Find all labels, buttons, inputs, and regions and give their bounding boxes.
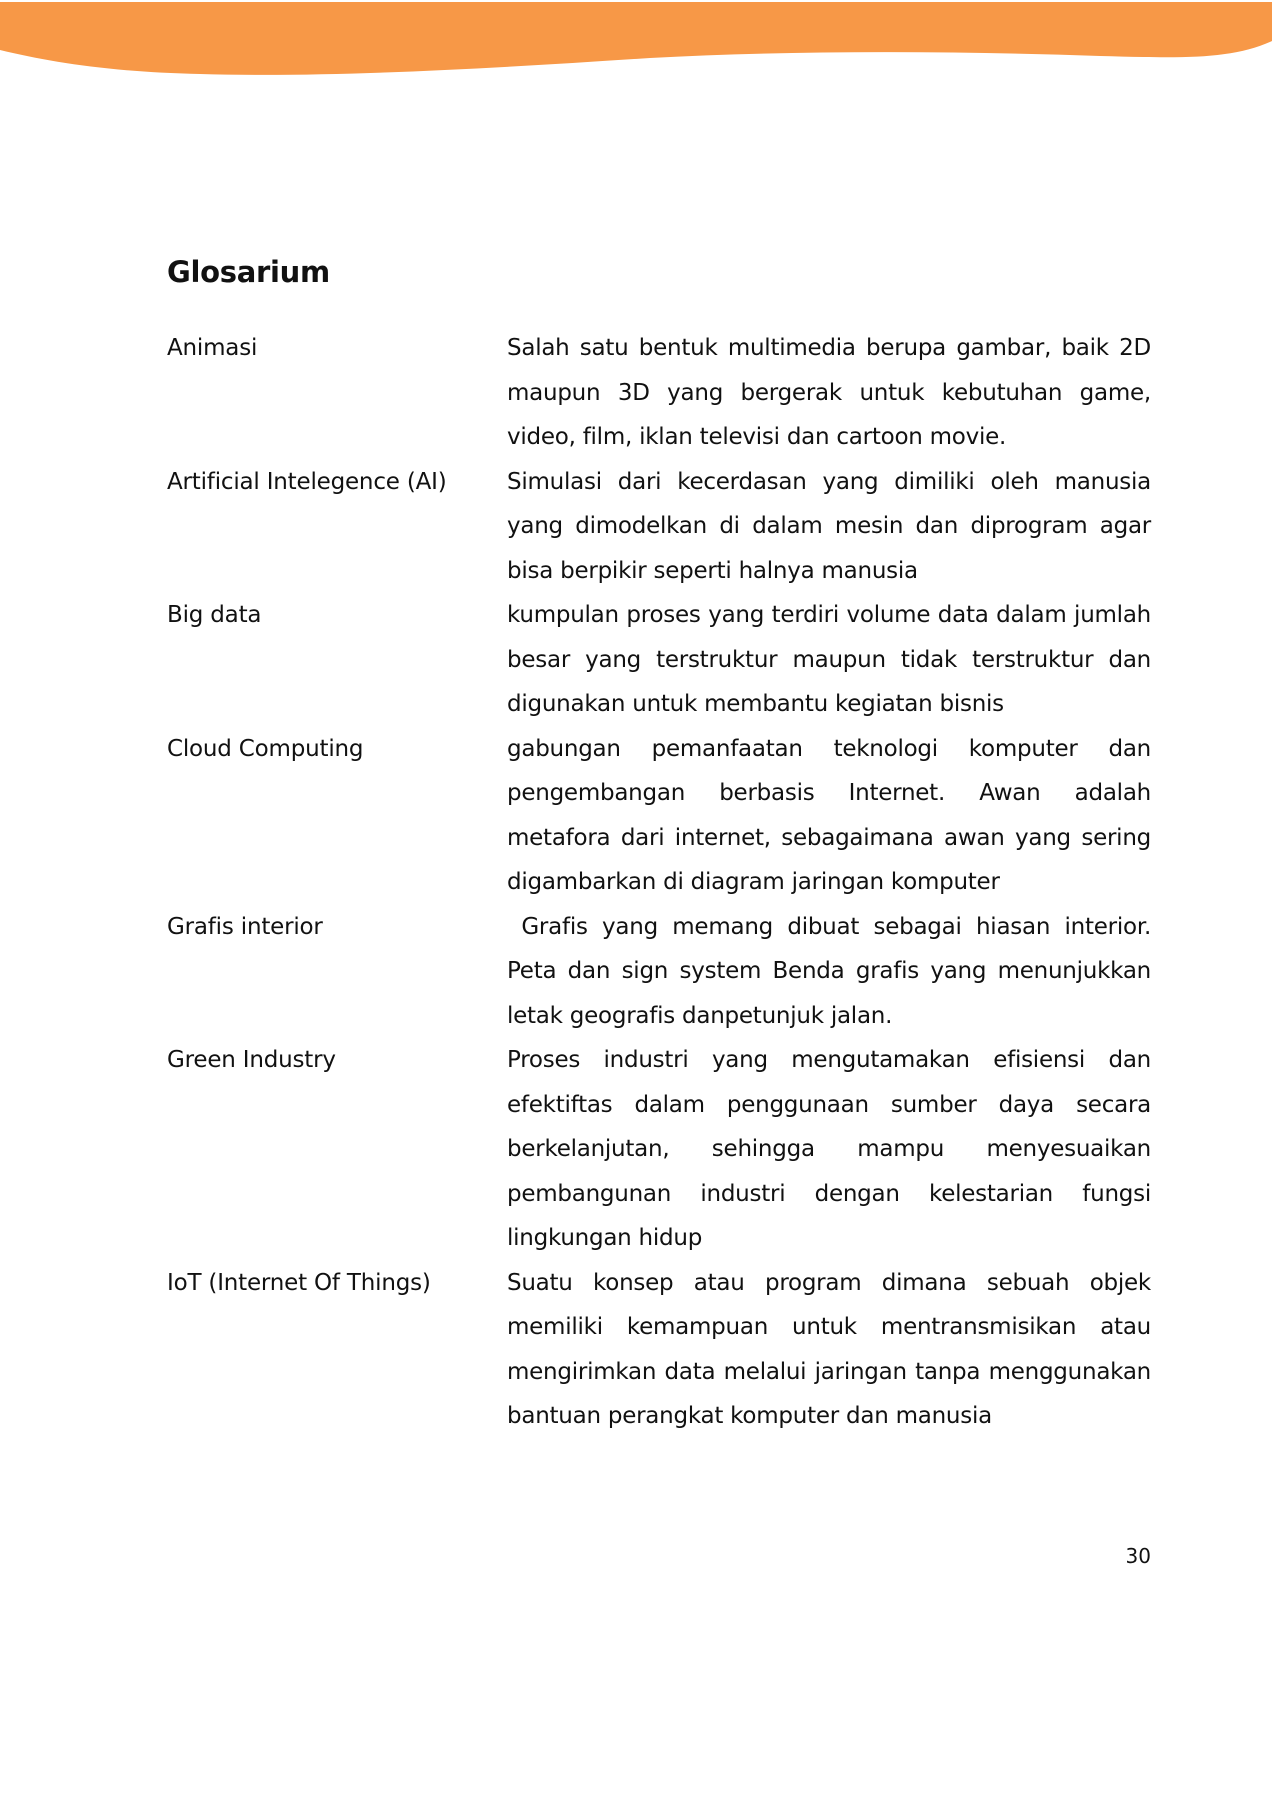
glossary-definition: Salah satu bentuk multimedia berupa gambar, baik 2D maupun 3D yang bergerak untuk kebutuhan game, video, film, iklan televisi dan cartoon movie.: [507, 335, 1151, 450]
glossary-entry: [167, 1038, 1151, 1261]
glossary-entry: [167, 1261, 1151, 1439]
header-wave-decoration: [0, 0, 1272, 90]
glossary-definition: kumpulan proses yang terdiri volume data dalam jumlah besar yang terstruktur maupun tidak terstruktur dan digunakan untuk membantu kegiatan bisnis: [507, 602, 1151, 717]
glossary-entry: [167, 905, 1151, 1039]
glossary-list: [167, 326, 1151, 1439]
glossary-term: Green Industry: [167, 1047, 336, 1073]
glossary-definition: Suatu konsep atau program dimana sebuah objek memiliki kemampuan untuk mentransmisikan atau mengirimkan data melalui jaringan tanpa menggunakan bantuan perangkat komputer dan manusia: [507, 1269, 1151, 1429]
glossary-entry: [167, 727, 1151, 905]
page-title: Glosarium: [167, 255, 330, 289]
glossary-definition: Simulasi dari kecerdasan yang dimiliki oleh manusia yang dimodelkan di dalam mesin dan diprogram agar bisa berpikir seperti halnya manusia: [507, 468, 1151, 584]
glossary-definition: Proses industri yang mengutamakan efisiensi dan efektiftas dalam penggunaan sumber daya secara berkelanjutan, sehingga mampu menyesuaikan pembangunan industri dengan kelestarian fungsi lingkungan hidup: [507, 1047, 1151, 1251]
glossary-definition: gabungan pemanfaatan teknologi komputer dan pengembangan berbasis Internet. Awan adalah metafora dari internet, sebagaimana awan yang sering digambarkan di diagram jaringan komputer: [507, 735, 1151, 895]
glossary-entry: [167, 326, 1151, 460]
glossary-entry: [167, 593, 1151, 727]
page-number: 30: [1125, 1544, 1151, 1568]
orange-wave-shape: [0, 2, 1272, 75]
glossary-term: Big data: [167, 602, 262, 628]
glossary-term: Artificial Intelegence (AI): [167, 468, 447, 495]
glossary-definition: Grafis yang memang dibuat sebagai hiasan interior. Peta dan sign system Benda grafis yang menunjukkan letak geografis danpetunjuk jalan.: [507, 913, 1151, 1029]
glossary-term: IoT (Internet Of Things): [167, 1269, 431, 1296]
glossary-term: Grafis interior: [167, 913, 323, 940]
glossary-entry: [167, 460, 1151, 594]
glossary-term: Animasi: [167, 335, 258, 361]
glossary-term: Cloud Computing: [167, 735, 364, 762]
